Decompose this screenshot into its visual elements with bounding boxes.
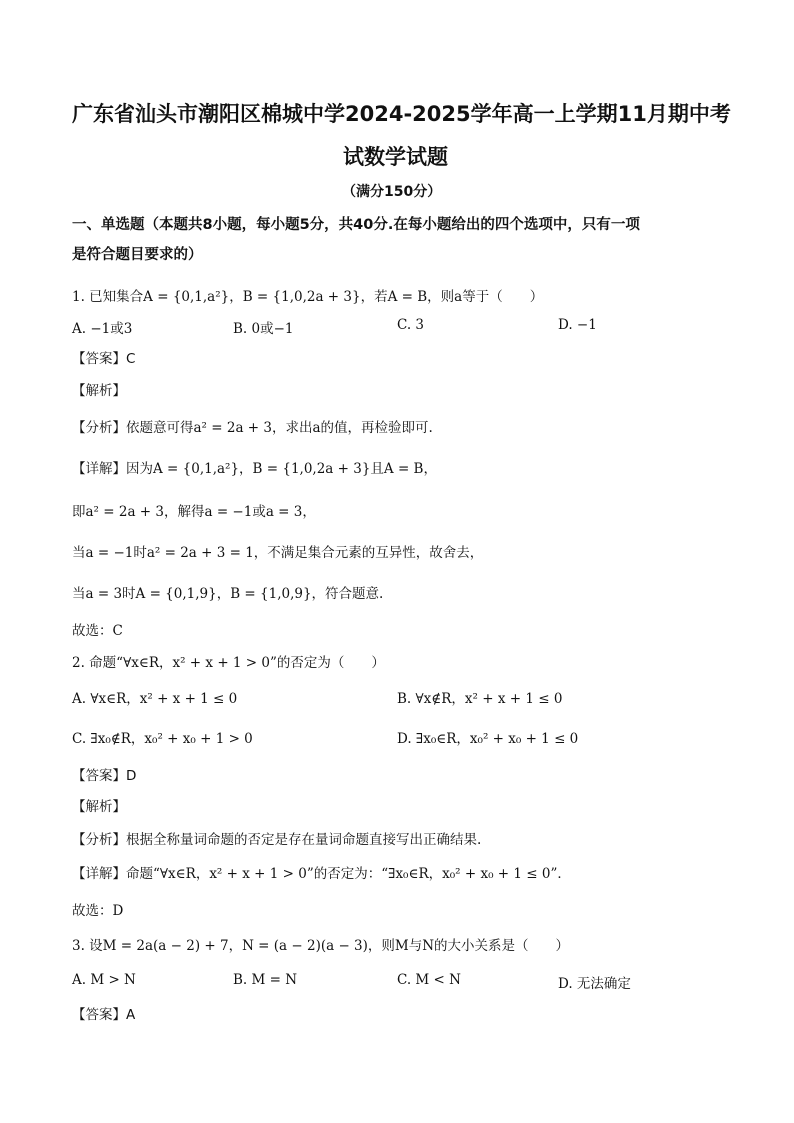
doc-subtitle: （满分150分） (342, 184, 442, 200)
q2-option-a: A. ∀x∈R，x² + x + 1 ≤ 0 (72, 691, 238, 707)
q3-option-d: D. 无法确定 (558, 976, 631, 992)
q3-stem: 3. 设M = 2a(a − 2) + 7，N = (a − 2)(a − 3)，则M与N的大小关系是（ ） (72, 938, 570, 954)
q1-detail-4: 当a = 3时A = {0,1,9}，B = {1,0,9}，符合题意. (72, 586, 384, 602)
doc-title-line2: 试数学试题 (343, 145, 448, 169)
section-header-line2: 是符合题目要求的） (72, 247, 203, 263)
q2-option-c: C. ∃x₀∉R，x₀² + x₀ + 1 > 0 (72, 731, 253, 747)
doc-title-line1: 广东省汕头市潮阳区棉城中学2024-2025学年高一上学期11月期中考 (72, 102, 731, 126)
q1-detail-2: 即a² = 2a + 3，解得a = −1或a = 3， (72, 504, 316, 520)
q1-detail-1: 【详解】因为A = {0,1,a²}，B = {1,0,2a + 3}且A = B， (72, 461, 437, 477)
q1-option-c: C. 3 (397, 317, 425, 333)
q1-detail-3: 当a = −1时a² = 2a + 3 = 1，不满足集合元素的互异性，故舍去， (72, 545, 484, 561)
q3-option-c: C. M < N (397, 972, 461, 988)
q3-option-b: B. M = N (233, 972, 298, 988)
q2-stem: 2. 命题“∀x∈R，x² + x + 1 > 0”的否定为（ ） (72, 655, 385, 671)
q2-option-d: D. ∃x₀∈R，x₀² + x₀ + 1 ≤ 0 (397, 731, 579, 747)
q1-analysis-label: 【解析】 (72, 383, 126, 399)
section-header-line1: 一、单选题（本题共8小题，每小题5分，共40分.在每小题给出的四个选项中，只有一项 (72, 217, 640, 233)
q3-option-a: A. M > N (72, 972, 136, 988)
q1-option-b: B. 0或−1 (233, 321, 294, 337)
q3-answer: 【答案】A (72, 1007, 136, 1023)
q1-option-a: A. −1或3 (72, 321, 133, 337)
q1-choose: 故选：C (72, 623, 123, 639)
q1-fenxi: 【分析】依题意可得a² = 2a + 3，求出a的值，再检验即可. (72, 420, 433, 436)
q2-detail: 【详解】命题“∀x∈R，x² + x + 1 > 0”的否定为：“∃x₀∈R，x₀² + x₀ + 1 ≤ 0”． (72, 866, 571, 882)
q2-choose: 故选：D (72, 903, 124, 919)
q1-stem: 1. 已知集合A = {0,1,a²}，B = {1,0,2a + 3}，若A = B，则a等于（ ） (72, 289, 544, 305)
q2-answer: 【答案】D (72, 768, 137, 784)
q2-option-b: B. ∀x∉R，x² + x + 1 ≤ 0 (397, 691, 563, 707)
q2-fenxi: 【分析】根据全称量词命题的否定是存在量词命题直接写出正确结果. (72, 832, 482, 848)
q1-answer: 【答案】C (72, 351, 136, 367)
q2-analysis-label: 【解析】 (72, 799, 126, 815)
q1-option-d: D. −1 (558, 317, 597, 333)
